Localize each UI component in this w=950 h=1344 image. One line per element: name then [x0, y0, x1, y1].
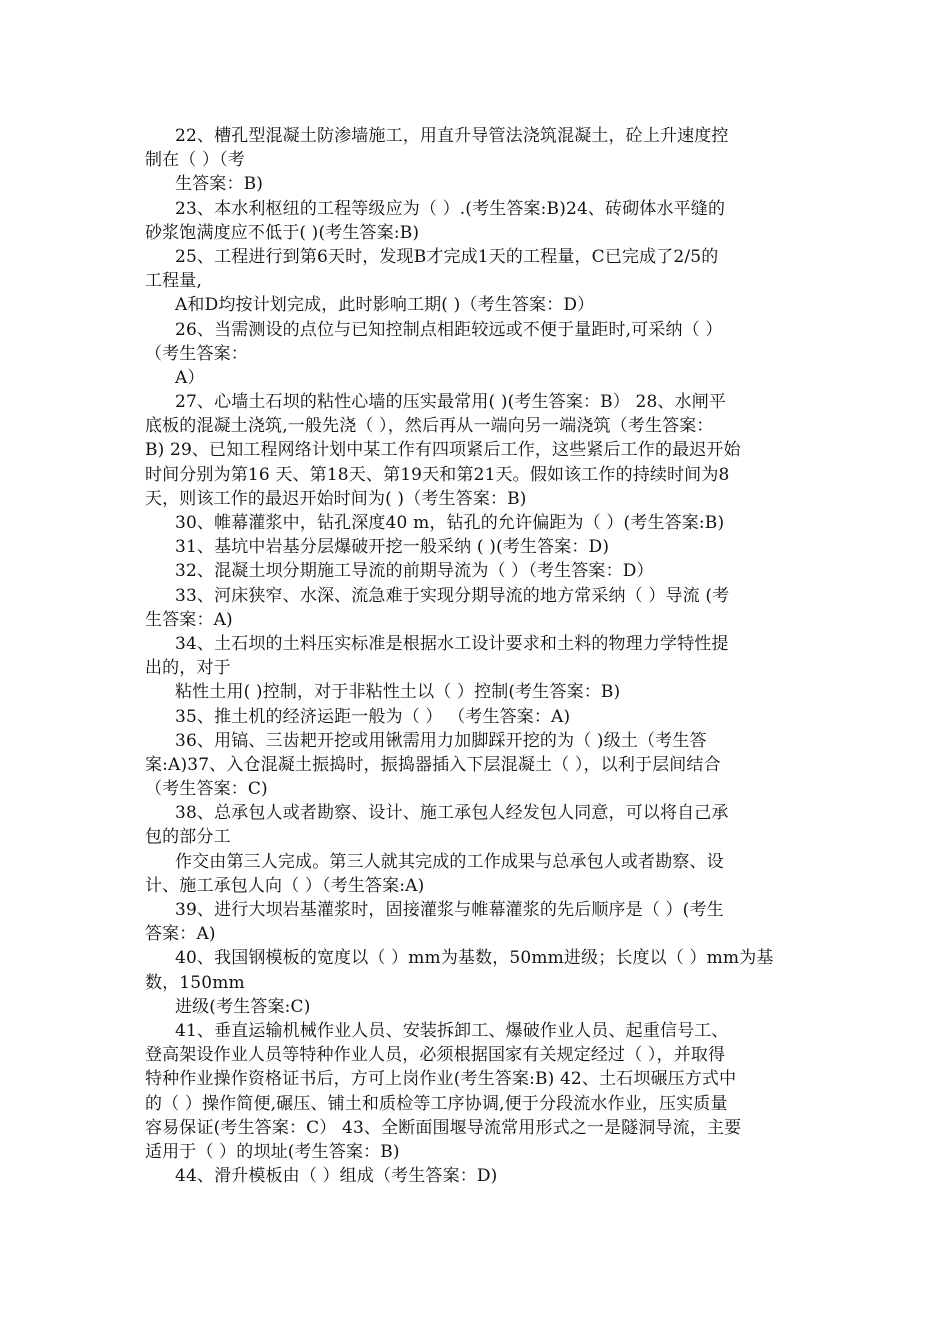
text-line: 制在（ ）（考 [145, 150, 245, 171]
text-line: 34、土石坝的土料压实标准是根据水工设计要求和土料的物理力学特性提 [175, 633, 729, 654]
text-line: 砂浆饱满度应不低于( )(考生答案:B) [145, 222, 420, 243]
text-line: 容易保证(考生答案：C） 43、全断面围堰导流常用形式之一是隧洞导流，主要 [145, 1117, 742, 1138]
text-line: 天，则该工作的最迟开始时间为( )（考生答案：B) [145, 488, 527, 509]
text-line: A） [175, 367, 205, 388]
text-line: （考生答案：C) [145, 779, 268, 800]
text-line: 32、混凝土坝分期施工导流的前期导流为（ ）（考生答案：D） [175, 561, 654, 582]
text-line: 31、基坑中岩基分层爆破开挖一般采纳 ( )(考生答案：D) [175, 537, 610, 558]
text-line: 作交由第三人完成。第三人就其完成的工作成果与总承包人或者勘察、设 [175, 851, 724, 872]
text-line: B) 29、已知工程网络计划中某工作有四项紧后工作，这些紧后工作的最迟开始 [145, 440, 741, 461]
text-line: 案:A)37、入仓混凝土振捣时，振捣器插入下层混凝土（ ），以利于层间结合 [145, 754, 721, 775]
text-line: （考生答案： [145, 343, 248, 364]
question-text-block [145, 124, 810, 1188]
text-line: 40、我国钢模板的宽度以（ ）mm为基数，50mm进级；长度以（ ）mm为基 [175, 948, 774, 969]
text-line: 适用于（ ）的坝址(考生答案：B) [145, 1141, 400, 1162]
text-line: 44、滑升模板由（ ）组成（考生答案：D) [175, 1166, 498, 1187]
text-line: 生答案：A) [145, 609, 233, 630]
text-line: 27、心墙土石坝的粘性心墙的压实最常用( )(考生答案：B） 28、水闸平 [175, 392, 727, 413]
text-line: 进级(考生答案:C) [175, 996, 311, 1017]
text-line: 的（ ）操作简便,碾压、铺土和质检等工序协调,便于分段流水作业，压实质量 [145, 1093, 728, 1114]
text-line: 30、帷幕灌浆中，钻孔深度40 m，钻孔的允许偏距为（ ）(考生答案:B) [175, 513, 725, 533]
text-line: 26、当需测设的点位与已知控制点相距较远或不便于量距时,可采纳（ ） [175, 319, 723, 340]
text-line: 41、垂直运输机械作业人员、安装拆卸工、爆破作业人员、起重信号工、 [175, 1020, 729, 1041]
text-line: 底板的混凝土浇筑,一般先浇（ ），然后再从一端向另一端浇筑（考生答案： [145, 416, 714, 437]
text-line: 22、槽孔型混凝土防渗墙施工，用直升导管法浇筑混凝土，砼上升速度控 [175, 126, 729, 146]
text-line: 33、河床狭窄、水深、流急难于实现分期导流的地方常采纳（ ）导流 (考 [175, 585, 730, 606]
text-line: 计、施工承包人向（ ）（考生答案:A) [145, 875, 425, 896]
text-line: 23、本水利枢纽的工程等级应为（ ）.(考生答案:B)24、砖砌体水平缝的 [175, 198, 726, 219]
text-line: 35、推土机的经济运距一般为（ ） （考生答案：A) [175, 706, 571, 727]
text-line: 工程量, [145, 271, 203, 292]
text-line: 38、总承包人或者勘察、设计、施工承包人经发包人同意，可以将自己承 [175, 803, 729, 824]
text-line: 登高架设作业人员等特种作业人员，必须根据国家有关规定经过（ ），并取得 [145, 1045, 726, 1066]
text-line: 数，150mm [145, 972, 245, 993]
text-line: 特种作业操作资格证书后，方可上岗作业(考生答案:B) 42、土石坝碾压方式中 [145, 1069, 737, 1090]
text-line: 答案：A) [145, 924, 216, 945]
text-line: 36、用镐、三齿耙开挖或用锹需用力加脚踩开挖的为（ )级土（考生答 [175, 730, 707, 751]
text-line: 包的部分工 [145, 827, 231, 848]
text-line: 出的，对于 [145, 658, 231, 679]
text-line: 39、进行大坝岩基灌浆时，固接灌浆与帷幕灌浆的先后顺序是（ ）(考生 [175, 900, 724, 920]
text-line: 生答案：B) [175, 174, 264, 195]
text-line: 25、工程进行到第6天时，发现B才完成1天的工程量，C已完成了2/5的 [175, 246, 719, 267]
text-line: 粘性土用( )控制，对于非粘性土以（ ）控制(考生答案：B) [175, 682, 621, 703]
text-line: A和D均按计划完成，此时影响工期( )（考生答案：D） [175, 295, 595, 316]
text-line: 时间分别为第16 天、第18天、第19天和第21天。假如该工作的持续时间为8 [145, 464, 730, 485]
